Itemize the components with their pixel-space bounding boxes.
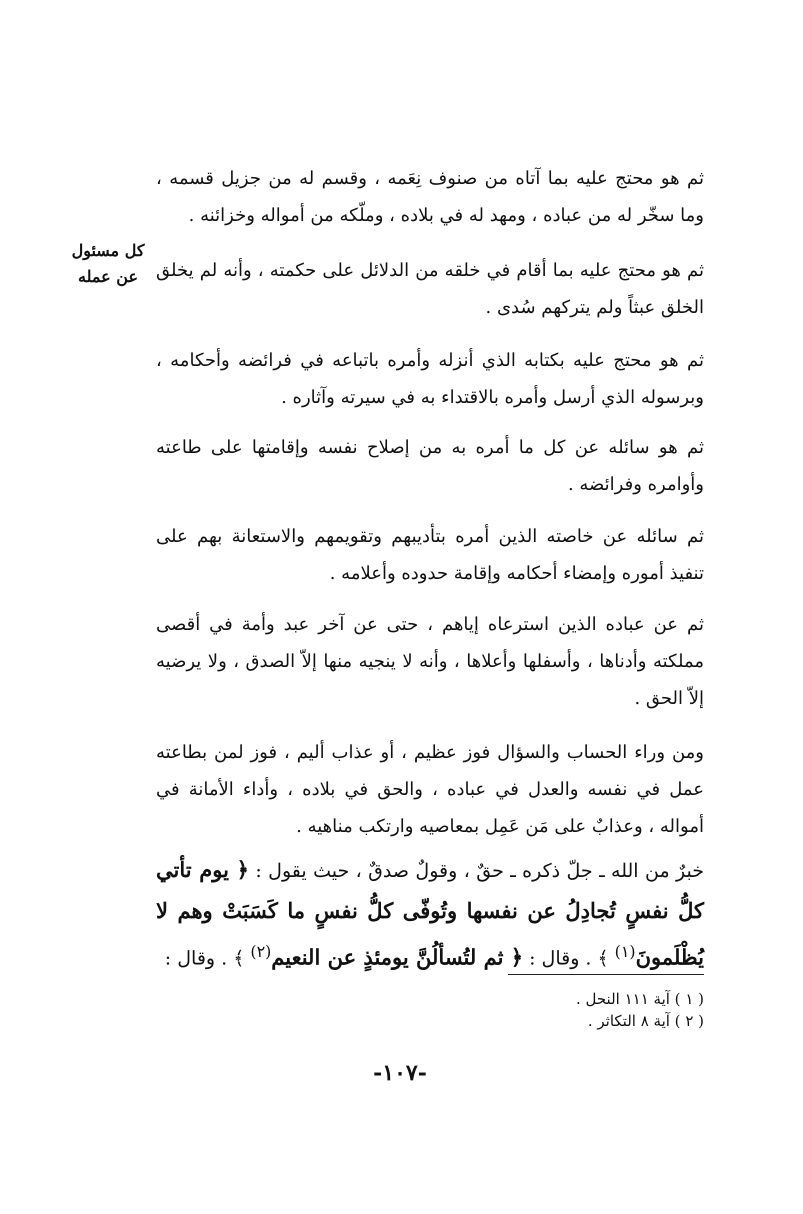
quran-verse-1: ﴿ يوم تأتي كلُّ نفسٍ تُجادِلُ عن نفسها وتُوفّى كلُّ نفسٍ ما كَسَبَتْ وهم لا يُظْلَمونَ [156,857,704,970]
closing-connector-2: ﴾ . وقال : [164,947,245,970]
paragraph-5: ثم سائله عن خاصته الذين أمره بتأديبهم وتقويمهم والاستعانة بهم على تنفيذ أموره وإمضاء أحكامه وإقامة حدوده وأعلامه . [156,526,704,584]
paragraph-2: ثم هو محتج عليه بما أقام في خلقه من الدلائل على حكمته ، وأنه لم يخلق الخلق عبثاً ولم يتركهم سُدى . [156,260,704,318]
footnote-marker-1: (١) [614,942,636,961]
footnote-2: ( ٢ ) آية ٨ التكاثر . [587,1012,704,1030]
closing-connector-1: ﴾ . وقال : [529,947,609,970]
closing-paragraph [156,850,704,978]
paragraph-1: ثم هو محتج عليه بما آتاه من صنوف نِعَمه ، وقسم له من جزيل قسمه ، وما سخّر له من عباده ، ومهد له في بلاده ، وملّكه من أمواله وخزائنه . [156,168,704,226]
paragraph-3: ثم هو محتج عليه بكتابه الذي أنزله وأمره باتباعه في فرائضه وأحكامه ، وبرسوله الذي أرسل وأمره بالاقتداء به في سيرته وآثاره . [156,350,704,408]
paragraph-4: ثم هو سائله عن كل ما أمره به من إصلاح نفسه وإقامتها على طاعته وأوامره وفرائضه . [156,437,704,495]
footnote-divider [508,974,704,975]
margin-note: كل مسئول عن عمله [71,241,145,286]
footnote-marker-2: (٢) [250,942,272,961]
page-number: -١٠٧- [373,1060,427,1086]
paragraph-7: ومن وراء الحساب والسؤال فوز عظيم ، أو عذاب أليم ، فوز لمن بطاعته عمل في نفسه والعدل في عباده ، والحق في بلاده ، وأداء الأمانة في أمواله ، وعذابٌ على مَن عَمِل بمعاصيه وارتكب مناهيه . [156,742,704,837]
footnote-1: ( ١ ) آية ١١١ النحل . [575,990,704,1008]
closing-intro: خبرٌ من الله ـ جلّ ذكره ـ حقٌ ، وقولٌ صدقٌ ، حيث يقول : [255,860,704,882]
paragraph-6: ثم عن عباده الذين استرعاه إياهم ، حتى عن آخر عبد وأمة في أقصى مملكته وأدناها ، وأسفلها وأعلاها ، وأنه لا ينجيه منها إلاّ الصدق ، ولا يرضيه إلاّ الحق . [156,614,704,709]
quran-verse-2: ﴿ ثم لتُسألُنَّ يومئذٍ عن النعيم [271,944,524,970]
